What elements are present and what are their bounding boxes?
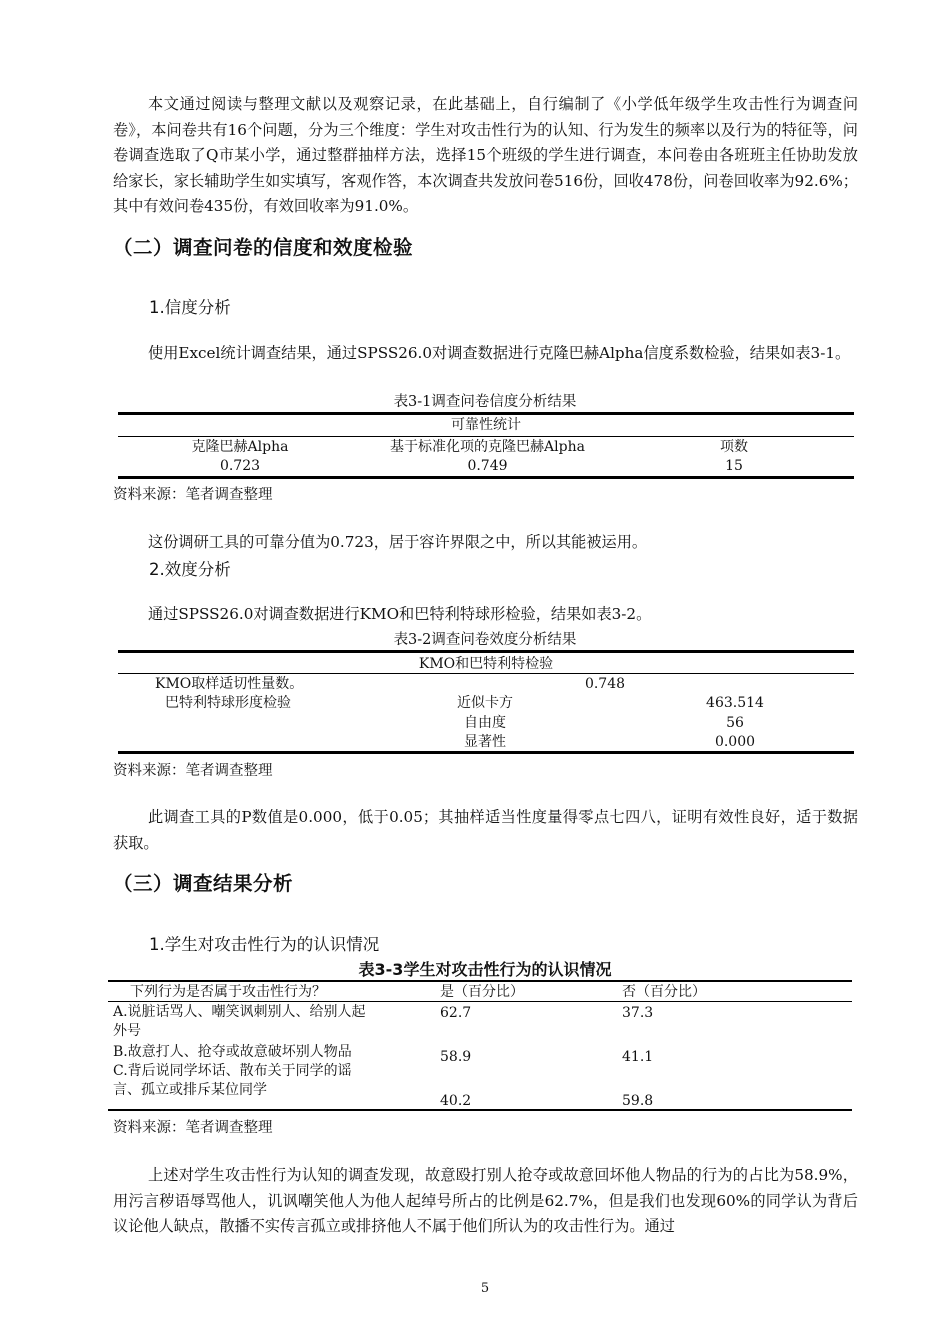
table3-row-a-yes: 62.7 bbox=[440, 1005, 472, 1021]
table3-header-yes: 是（百分比） bbox=[440, 984, 524, 1000]
table3-row-a-line1: A.说脏话骂人、嘲笑讽刺别人、给别人起 bbox=[113, 1004, 366, 1020]
table2-bottom-rule bbox=[118, 751, 854, 754]
table3-source: 资料来源：笔者调查整理 bbox=[113, 1120, 273, 1136]
table2-source: 资料来源：笔者调查整理 bbox=[113, 763, 273, 779]
table2-bartlett-label: 巴特利特球形度检验 bbox=[165, 695, 291, 711]
table3-header-question: 下列行为是否属于攻击性行为？ bbox=[130, 984, 326, 1000]
table3-mid-rule bbox=[108, 1001, 852, 1002]
table3-row-b-yes: 58.9 bbox=[440, 1049, 472, 1065]
section3-heading: （三）调查结果分析 bbox=[113, 872, 294, 895]
table2-caption: 表3-2调查问卷效度分析结果 bbox=[393, 632, 577, 648]
table3-row-c-no: 59.8 bbox=[622, 1093, 654, 1109]
table3-caption: 表3-3学生对攻击性行为的认识情况 bbox=[358, 960, 612, 979]
table2-row-value: 0.000 bbox=[714, 734, 756, 750]
table1-value-items: 15 bbox=[725, 458, 743, 474]
table1-value-std-alpha: 0.749 bbox=[467, 458, 508, 474]
reliability-conclusion: 这份调研工具的可靠分值为0.723，居于容许界限之中，所以其能被运用。 bbox=[148, 533, 648, 551]
table2-kmo-value: 0.748 bbox=[584, 676, 626, 692]
sub2-heading: 2.效度分析 bbox=[149, 560, 231, 579]
table3-top-rule bbox=[108, 980, 852, 982]
validity-intro: 通过SPSS26.0对调查数据进行KMO和巴特利特球形检验，结果如表3-2。 bbox=[148, 605, 652, 623]
table1-header-std-alpha: 基于标准化项的克隆巴赫Alpha bbox=[390, 439, 585, 455]
table2-row-label: 自由度 bbox=[464, 715, 506, 731]
intro-paragraph: 本文通过阅读与整理文献以及观察记录，在此基础上，自行编制了《小学低年级学生攻击性行为调查问卷》，本问卷共有16个问题，分为三个维度：学生对攻击性行为的认知、行为发生的频率以及行为的特征等，问卷调查选取了Q市某小学，通过整群抽样方法，选择15个班级的学生进行调查，本问卷由各班班主任协助发放给家长，家长辅助学生如实填写，客观作答，本次调查共发放问卷516份，回收478份，问卷回收率为92.6%；其中有效问卷435份，有效回收率为91.0%。 bbox=[113, 95, 858, 216]
section2-heading: （二）调查问卷的信度和效度检验 bbox=[113, 236, 414, 259]
table1-header-items: 项数 bbox=[720, 439, 748, 455]
table3-row-b-line1: B.故意打人、抢夺或故意破坏别人物品 bbox=[113, 1044, 352, 1060]
table3-row-c-yes: 40.2 bbox=[440, 1093, 472, 1109]
table3-bottom-rule bbox=[108, 1109, 852, 1111]
table1-mid-rule bbox=[118, 436, 854, 437]
table1-source: 资料来源：笔者调查整理 bbox=[113, 487, 273, 503]
table2-kmo-label: KMO取样适切性量数。 bbox=[155, 676, 304, 692]
table1-caption: 表3-1调查问卷信度分析结果 bbox=[393, 394, 577, 410]
table2-group-header: KMO和巴特利特检验 bbox=[418, 656, 554, 672]
table3-row-c-line2: 言、孤立或排斥某位同学 bbox=[113, 1082, 267, 1098]
table1-value-alpha: 0.723 bbox=[219, 458, 261, 474]
table1-top-rule bbox=[118, 412, 854, 415]
page-number: 5 bbox=[480, 1281, 490, 1296]
table3-row-c-line1: C.背后说同学坏话、散布关于同学的谣 bbox=[113, 1063, 352, 1079]
table1-group-header: 可靠性统计 bbox=[451, 417, 521, 433]
table2-row-value: 56 bbox=[726, 715, 744, 731]
table3-row-b-no: 41.1 bbox=[622, 1049, 654, 1065]
table1-header-alpha: 克隆巴赫Alpha bbox=[191, 439, 289, 455]
sub3-heading: 1.学生对攻击性行为的认识情况 bbox=[149, 935, 380, 954]
table3-row-a-no: 37.3 bbox=[622, 1005, 654, 1021]
table2-row-label: 近似卡方 bbox=[457, 695, 513, 711]
final-paragraph: 上述对学生攻击性行为认知的调查发现，故意殴打别人抢夺或故意回坏他人物品的行为的占比为58.9%，用污言秽语辱骂他人，讥讽嘲笑他人为他人起绰号所占的比例是62.7%，但是我们也发现60%的同学认为背后议论他人缺点，散播不实传言孤立或排挤他人不属于他们所认为的攻击性行为。通过 bbox=[113, 1166, 858, 1236]
table2-row-value: 463.514 bbox=[706, 695, 764, 711]
table3-header-no: 否（百分比） bbox=[622, 984, 706, 1000]
table3-row-a-line2: 外号 bbox=[113, 1023, 141, 1039]
table2-top-rule bbox=[118, 650, 854, 653]
sub1-heading: 1.信度分析 bbox=[149, 298, 231, 317]
table1-bottom-rule bbox=[118, 476, 854, 479]
validity-conclusion: 此调查工具的P数值是0.000，低于0.05；其抽样适当性度量得零点七四八，证明有效性良好，适于数据获取。 bbox=[113, 808, 858, 852]
table2-row-label: 显著性 bbox=[464, 734, 506, 750]
table2-mid-rule bbox=[118, 673, 854, 674]
reliability-intro: 使用Excel统计调查结果，通过SPSS26.0对调查数据进行克隆巴赫Alpha信度系数检验，结果如表3-1。 bbox=[148, 344, 851, 362]
